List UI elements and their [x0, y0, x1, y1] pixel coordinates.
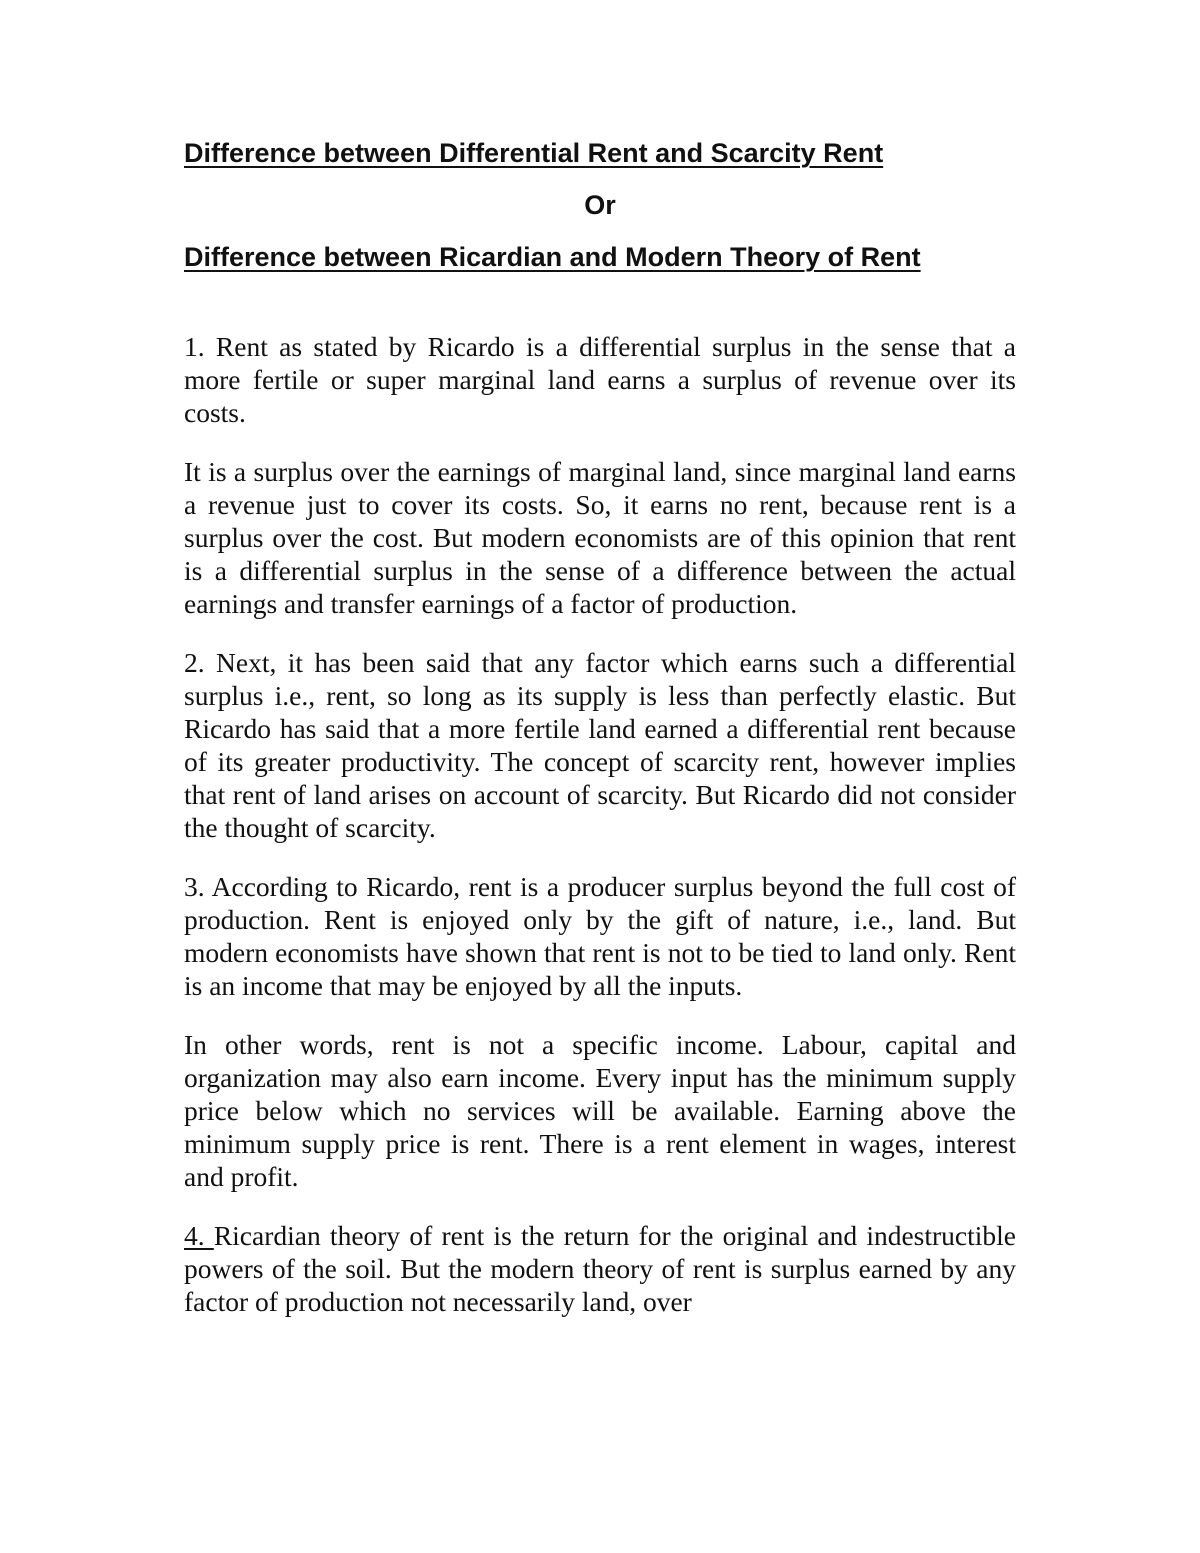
or-separator: Or: [584, 190, 616, 220]
document-page: [184, 136, 1016, 1318]
paragraph-2: It is a surplus over the earnings of marginal land, since marginal land earns a revenue just to cover its costs. So, it earns no rent, because rent is a surplus over the cost. But modern economists are of this opinion that rent is a differential surplus in the sense of a difference between the actual earnings and transfer earnings of a factor of production.: [184, 456, 1016, 619]
paragraph-1: 1. Rent as stated by Ricardo is a differential surplus in the sense that a more fertile or super marginal land earns a surplus of revenue over its costs.: [184, 331, 1016, 428]
point-4-text: Ricardian theory of rent is the return for the original and indestructible powers of the soil. But the modern theory of rent is surplus earned by any factor of production not necessarily land, over: [184, 1220, 1017, 1317]
title-line-1: Difference between Differential Rent and Scarcity Rent: [184, 138, 884, 168]
title-line-2: Difference between Ricardian and Modern Theory of Rent: [184, 242, 921, 272]
paragraph-6: [184, 1219, 1016, 1318]
paragraph-3: 2. Next, it has been said that any factor which earns such a differential surplus i.e., rent, so long as its supply is less than perfectly elastic. But Ricardo has said that a more fertile land earned a differential rent because of its greater productivity. The concept of scarcity rent, however implies that rent of land arises on account of scarcity. But Ricardo did not consider the thought of scarcity.: [184, 647, 1016, 843]
paragraph-4: 3. According to Ricardo, rent is a producer surplus beyond the full cost of production. Rent is enjoyed only by the gift of nature, i.e., land. But modern economists have shown that rent is not to be tied to land only. Rent is an income that may be enjoyed by all the inputs.: [184, 871, 1016, 1001]
point-4-number: 4.: [184, 1220, 214, 1251]
paragraph-5: In other words, rent is not a specific income. Labour, capital and organization may also earn income. Every input has the minimum supply price below which no services will be available. Earning above the minimum supply price is rent. There is a rent element in wages, interest and profit.: [184, 1029, 1016, 1192]
